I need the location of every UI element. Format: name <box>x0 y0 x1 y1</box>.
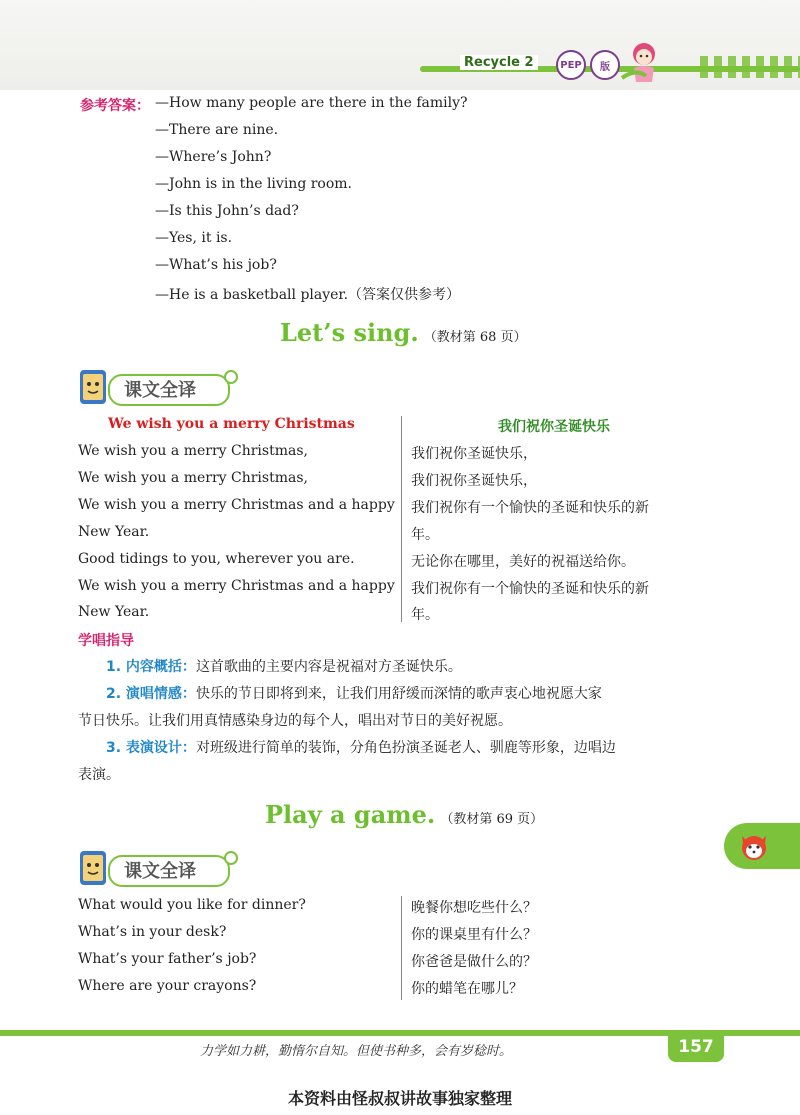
guide-item <box>106 656 462 676</box>
lyric-en: We wish you a merry Christmas, <box>78 470 308 486</box>
lyric-en: We wish you a merry Christmas and a happy <box>78 578 395 594</box>
source-note: 本资料由怪叔叔讲故事独家整理 <box>287 1089 512 1108</box>
guide-item-key: 2. 演唱情感： <box>106 686 196 702</box>
lyric-zh: 我们祝你圣诞快乐， <box>411 473 537 489</box>
guide-item-key: 3. 表演设计： <box>106 740 196 756</box>
lyric-en: We wish you a merry Christmas, <box>78 443 308 459</box>
sing-section-title <box>280 318 527 347</box>
answer-line: —How many people are there in the family? <box>155 95 468 111</box>
answer-line: —Yes, it is. <box>155 230 233 246</box>
lyric-zh: 无论你在哪里，美好的祝福送给你。 <box>411 554 635 570</box>
game-title: Play a game. <box>265 800 436 829</box>
sing-title: Let’s sing. <box>280 318 419 347</box>
guide-item-text: 这首歌曲的主要内容是祝福对方圣诞快乐。 <box>195 659 462 675</box>
translation-badge <box>72 847 242 891</box>
game-line-zh: 你的蜡笔在哪儿？ <box>411 981 523 997</box>
page-number: 157 <box>668 1032 724 1062</box>
translation-label: 课文全译 <box>124 380 196 401</box>
lyric-en: Good tidings to you, wherever you are. <box>78 551 355 567</box>
footer-motto: 力学如力耕，勤惰尔自知。但使书种多，会有岁稔时。 <box>200 1044 513 1059</box>
game-textbook-ref: （教材第 69 页） <box>440 812 544 827</box>
game-section-title <box>265 800 543 829</box>
lyric-en: New Year. <box>78 524 150 540</box>
lyric-en: We wish you a merry Christmas and a happy <box>78 497 395 513</box>
game-line-en: Where are your crayons? <box>78 978 257 994</box>
guide-item-text: 快乐的节日即将到来，让我们用舒缓而深情的歌声衷心地祝愿大家 <box>195 686 602 702</box>
guide-item <box>106 737 616 757</box>
guide-item-text: 对班级进行简单的装饰，分角色扮演圣诞老人、驯鹿等形象，边唱边 <box>195 740 616 756</box>
lyric-en: New Year. <box>78 604 150 620</box>
translation-badge <box>72 366 242 410</box>
song-title-zh: 我们祝你圣诞快乐 <box>498 419 610 435</box>
lyric-zh: 年。 <box>411 527 439 543</box>
guide-item-key: 1. 内容概括： <box>106 659 196 675</box>
answer-line: —Is this John’s dad? <box>155 203 299 219</box>
answer-line: —There are nine. <box>155 122 279 138</box>
guide-item <box>106 683 602 703</box>
lyric-zh: 我们祝你有一个愉快的圣诞和快乐的新 <box>411 500 649 516</box>
lyric-zh: 我们祝你有一个愉快的圣诞和快乐的新 <box>411 581 649 597</box>
game-line-en: What’s in your desk? <box>78 924 227 940</box>
translation-dot <box>224 851 238 865</box>
girl-mascot-icon <box>616 38 666 86</box>
edition-badge: 版 <box>590 50 620 80</box>
column-divider <box>401 896 402 1000</box>
game-line-en: What’s your father’s job? <box>78 951 257 967</box>
pep-badge: PEP <box>556 50 586 80</box>
game-line-zh: 你的课桌里有什么？ <box>411 927 537 943</box>
header-pattern <box>700 56 800 78</box>
translation-dot <box>224 370 238 384</box>
game-line-en: What would you like for dinner? <box>78 897 306 913</box>
guide-item-continuation: 节日快乐。让我们用真情感染身边的每个人，唱出对节日的美好祝愿。 <box>78 713 512 729</box>
answer-line: —He is a basketball player.（答案仅供参考） <box>155 287 461 303</box>
unit-label: Recycle 2 <box>460 55 538 70</box>
sing-textbook-ref: （教材第 68 页） <box>423 330 527 345</box>
side-tab <box>724 823 800 869</box>
guide-heading: 学唱指导 <box>78 633 134 649</box>
lyric-zh: 年。 <box>411 607 439 623</box>
answer-label: 参考答案： <box>80 98 150 114</box>
answer-line: —John is in the living room. <box>155 176 353 192</box>
answer-line: —Where’s John? <box>155 149 272 165</box>
answer-line: —What’s his job? <box>155 257 277 273</box>
song-title-en: We wish you a merry Christmas <box>108 416 355 432</box>
fox-mascot-icon <box>736 828 772 864</box>
header-band <box>0 0 800 90</box>
guide-item-continuation: 表演。 <box>78 767 120 783</box>
game-line-zh: 你爸爸是做什么的？ <box>411 954 537 970</box>
translation-label: 课文全译 <box>124 861 196 882</box>
lyric-zh: 我们祝你圣诞快乐， <box>411 446 537 462</box>
column-divider <box>401 416 402 622</box>
game-line-zh: 晚餐你想吃些什么？ <box>411 900 537 916</box>
